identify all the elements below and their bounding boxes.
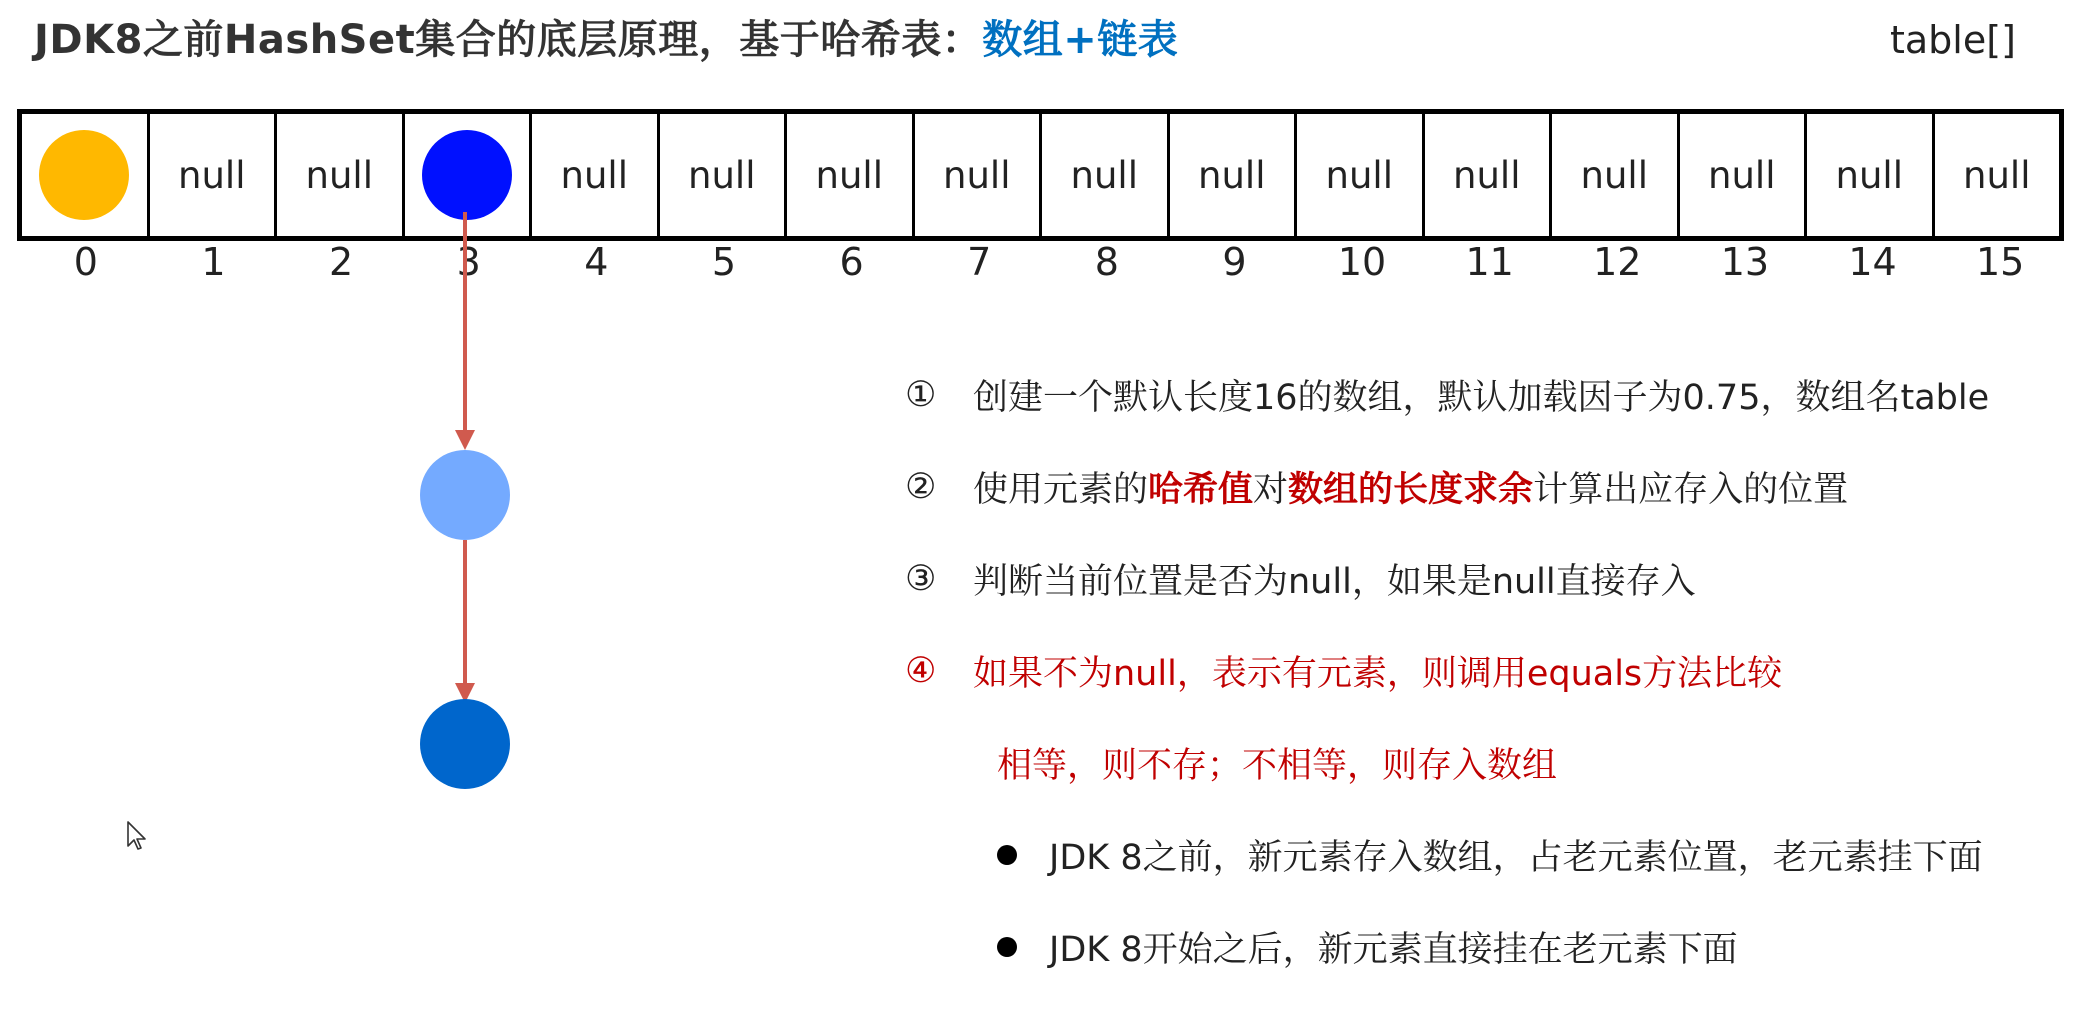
table-label: table[] [1890,18,2016,62]
step-2-text-e: 计算出应存入的位置 [1533,470,1849,510]
step-1-number: ① [905,375,937,415]
array-index-12: 12 [1593,240,1642,284]
step-2-text-a: 使用元素的 [973,470,1149,510]
chain-node-2 [420,699,510,789]
array-index-7: 7 [967,240,992,284]
step-1-text: 创建一个默认长度16的数组，默认加载因子为0.75，数组名table [973,378,1990,418]
title-highlight: 数组+链表 [982,17,1179,63]
array-index-6: 6 [839,240,864,284]
array-cell-null-11: null [1453,153,1521,197]
step-2-number: ② [905,467,937,507]
array-index-2: 2 [328,240,354,284]
step-4 [905,646,1782,696]
step-4-number: ④ [905,651,937,691]
array-cell-null-10: null [1325,153,1393,197]
array-index-9: 9 [1222,240,1247,284]
array-cell-null-15: null [1963,153,2031,197]
bullet-1-text: JDK 8之前，新元素存入数组，占老元素位置，老元素挂下面 [1049,838,1983,878]
array-index-1: 1 [201,240,226,284]
array-index-8: 8 [1094,240,1119,284]
array-index-11: 11 [1465,240,1514,284]
array-cell-null-8: null [1070,153,1138,197]
array-cell-null-13: null [1708,153,1776,197]
bullet-2-text: JDK 8开始之后，新元素直接挂在老元素下面 [1049,930,1738,970]
array-cell-null-9: null [1198,153,1266,197]
chain-node-1 [420,450,510,540]
array-cell-null-2: null [305,153,373,197]
array-cell-null-5: null [688,153,756,197]
bullet-1-dot [997,845,1017,865]
array-index-4: 4 [584,240,609,284]
step-4-detail-text: 相等，则不存；不相等，则存入数组 [997,746,1558,786]
step-3-text: 判断当前位置是否为null，如果是null直接存入 [973,562,1696,602]
title-prefix: JDK8之前HashSet集合的底层原理，基于哈希表： [34,17,983,63]
step-2-array-length-mod: 数组的长度求余 [1288,470,1534,510]
array-cell-null-12: null [1580,153,1648,197]
step-4-detail [997,738,1557,788]
step-3-number: ③ [905,559,937,599]
array-cell-null-14: null [1835,153,1903,197]
array-index-0: 0 [73,240,98,284]
step-1 [905,370,1989,420]
array-index-14: 14 [1848,240,1897,284]
array-index-15: 15 [1976,240,2025,284]
step-2-hash-value: 哈希值 [1148,470,1254,510]
array-index-5: 5 [711,240,737,284]
array-cell-null-7: null [943,153,1011,197]
array-index-3: 3 [456,240,481,284]
array-cell-null-6: null [815,153,883,197]
array-cell-null-1: null [178,153,246,197]
array-cell-null-4: null [560,153,628,197]
step-2-text-c: 对 [1253,470,1289,510]
bullet-2 [997,922,1738,972]
bullet-2-dot [997,937,1017,957]
step-3 [905,554,1696,604]
step-4-text: 如果不为null，表示有元素，则调用equals方法比较 [973,654,1783,694]
step-2 [905,462,1848,512]
mouse-cursor-icon [126,820,148,852]
bullet-1 [997,830,1983,880]
array-index-10: 10 [1337,240,1387,284]
array-index-13: 13 [1720,240,1770,284]
